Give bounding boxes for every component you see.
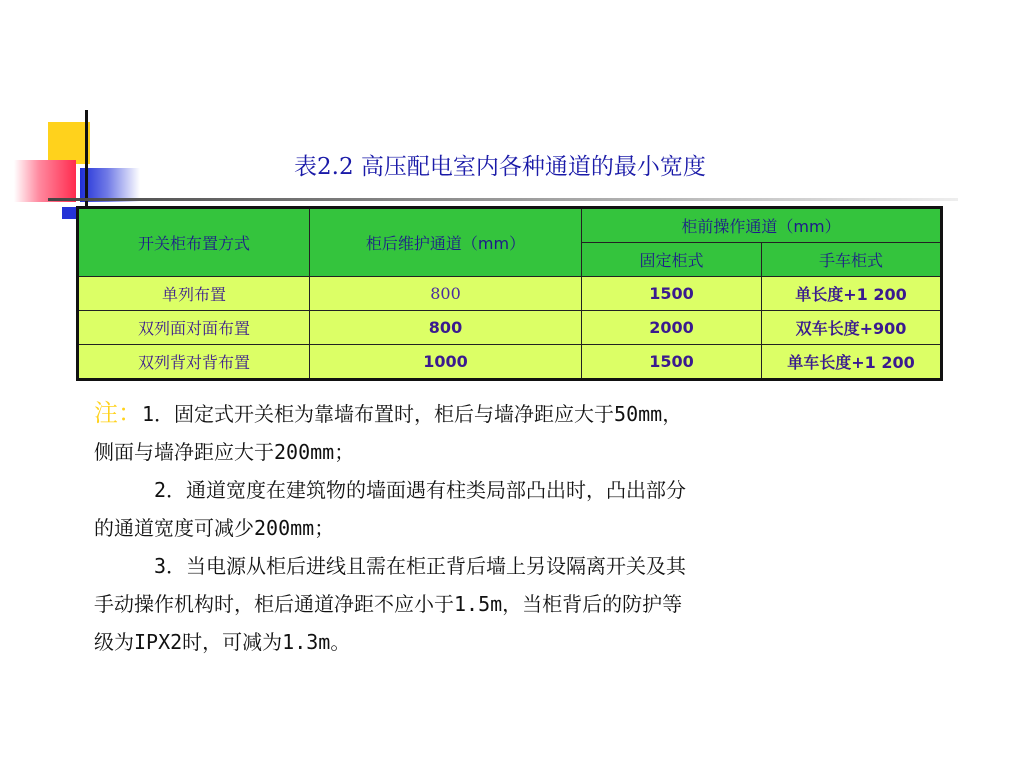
cell-fixed: 2000 — [582, 311, 762, 345]
header-rear: 柜后维护通道（mm） — [310, 208, 582, 277]
cell-layout: 单列布置 — [78, 277, 310, 311]
cell-rear: 800 — [310, 277, 582, 311]
table-row — [78, 311, 942, 345]
cell-rear: 800 — [310, 311, 582, 345]
passage-width-table — [76, 206, 940, 381]
notes-label: 注： — [94, 399, 142, 427]
table-header-row — [78, 208, 942, 243]
header-cart: 手车柜式 — [762, 243, 942, 277]
header-front: 柜前操作通道（mm） — [582, 208, 942, 243]
cell-rear: 1000 — [310, 345, 582, 380]
cell-cart: 双车长度+900 — [762, 311, 942, 345]
note-2-line-1: 2．通道宽度在建筑物的墙面遇有柱类局部凸出时，凸出部分 — [154, 478, 687, 502]
note-3-line-3: 级为IPX2时，可减为1.3m。 — [94, 630, 351, 654]
cell-cart: 单车长度+1 200 — [762, 345, 942, 380]
table-row — [78, 277, 942, 311]
cell-layout: 双列背对背布置 — [78, 345, 310, 380]
cell-fixed: 1500 — [582, 345, 762, 380]
note-1 — [94, 394, 934, 433]
cell-layout: 双列面对面布置 — [78, 311, 310, 345]
cell-cart: 单长度+1 200 — [762, 277, 942, 311]
decor-blue-square — [62, 207, 76, 219]
notes-section — [94, 394, 934, 661]
note-3-line-1: 3．当电源从柜后进线且需在柜正背后墙上另设隔离开关及其 — [154, 554, 687, 578]
note-2-line-2: 的通道宽度可减少200mm； — [94, 516, 335, 540]
header-layout: 开关柜布置方式 — [78, 208, 310, 277]
table-row — [78, 345, 942, 380]
note-1-line-2: 侧面与墙净距应大于200mm； — [94, 440, 355, 464]
decor-horizontal-line — [48, 198, 958, 201]
slide-title: 表2.2 高压配电室内各种通道的最小宽度 — [294, 154, 706, 180]
cell-fixed: 1500 — [582, 277, 762, 311]
note-1-line-1: 1．固定式开关柜为靠墙布置时，柜后与墙净距应大于50mm， — [142, 402, 683, 426]
note-3-line-2: 手动操作机构时，柜后通道净距不应小于1.5m，当柜背后的防护等 — [94, 592, 683, 616]
header-fixed: 固定柜式 — [582, 243, 762, 277]
